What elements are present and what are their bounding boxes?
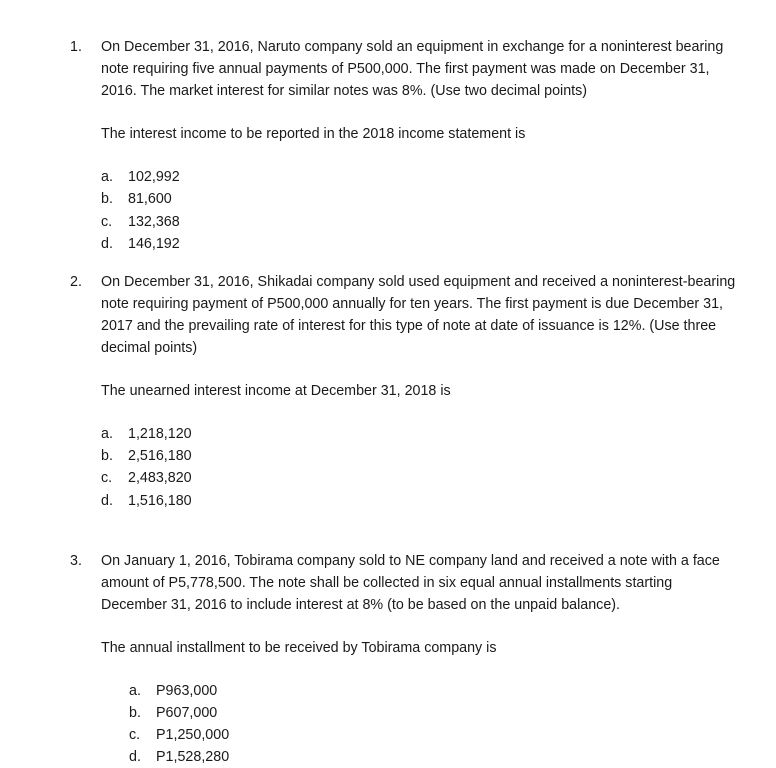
question-prompt: The interest income to be reported in the 2018 income statement is	[101, 126, 526, 143]
answer-option[interactable]	[101, 188, 742, 210]
option-value: 1,218,120	[128, 426, 192, 443]
question-number: 1.	[70, 39, 82, 55]
option-letter: d.	[101, 492, 113, 509]
option-letter: d.	[101, 235, 113, 252]
answer-options	[101, 659, 742, 768]
question-body	[101, 271, 742, 512]
option-letter: a.	[129, 682, 141, 699]
question-item	[70, 550, 742, 768]
option-value: 81,600	[128, 191, 172, 208]
option-value: 102,992	[128, 169, 180, 186]
answer-option[interactable]	[101, 490, 742, 512]
answer-option[interactable]	[129, 702, 742, 724]
option-value: 146,192	[128, 235, 180, 252]
option-letter: a.	[101, 426, 113, 443]
option-letter: c.	[129, 727, 141, 744]
option-letter: c.	[101, 213, 113, 230]
answer-option[interactable]	[101, 467, 742, 489]
option-value: P607,000	[156, 705, 218, 722]
question-stem: On December 31, 2016, Shikadai company sold used equipment and received a noninterest-bearing note requiring payment of P500,000 annually for ten years. The first payment is due December 31, 2017 and the prevailing rate of interest for this type of note at date of issuance is 12%. (Use three decimal points)	[101, 273, 736, 357]
option-letter: c.	[101, 470, 113, 487]
question-body	[101, 36, 742, 255]
question-stem: On January 1, 2016, Tobirama company sold to NE company land and received a note with a face amount of P5,778,500. The note shall be collected in six equal annual installments starting December 31, 2016 to include interest at 8% (to be based on the unpaid balance).	[101, 552, 720, 613]
option-value: 132,368	[128, 213, 180, 230]
question-stem: On December 31, 2016, Naruto company sold an equipment in exchange for a noninterest bearing note requiring five annual payments of P500,000. The first payment was made on December 31, 2016. The market interest for similar notes was 8%. (Use two decimal points)	[101, 39, 724, 100]
question-item	[70, 36, 742, 255]
option-value: 2,483,820	[128, 470, 192, 487]
answer-option[interactable]	[101, 166, 742, 188]
option-value: 2,516,180	[128, 448, 192, 465]
option-letter: b.	[101, 191, 113, 208]
option-letter: b.	[101, 448, 113, 465]
option-value: P1,528,280	[156, 749, 230, 766]
answer-option[interactable]	[129, 680, 742, 702]
answer-option[interactable]	[101, 211, 742, 233]
option-value: P963,000	[156, 682, 218, 699]
answer-option[interactable]	[101, 233, 742, 255]
question-item	[70, 271, 742, 512]
question-prompt: The annual installment to be received by Tobirama company is	[101, 639, 497, 656]
answer-option[interactable]	[129, 724, 742, 746]
option-letter: a.	[101, 169, 113, 186]
option-value: P1,250,000	[156, 727, 230, 744]
option-value: 1,516,180	[128, 492, 192, 509]
answer-option[interactable]	[101, 423, 742, 445]
option-letter: d.	[129, 749, 141, 766]
answer-options	[101, 402, 742, 511]
option-letter: b.	[129, 705, 141, 722]
answer-option[interactable]	[101, 445, 742, 467]
question-number: 2.	[70, 273, 82, 290]
question-body	[101, 550, 742, 768]
question-prompt: The unearned interest income at December 31, 2018 is	[101, 383, 451, 400]
answer-options	[101, 145, 742, 254]
question-number: 3.	[70, 552, 82, 569]
